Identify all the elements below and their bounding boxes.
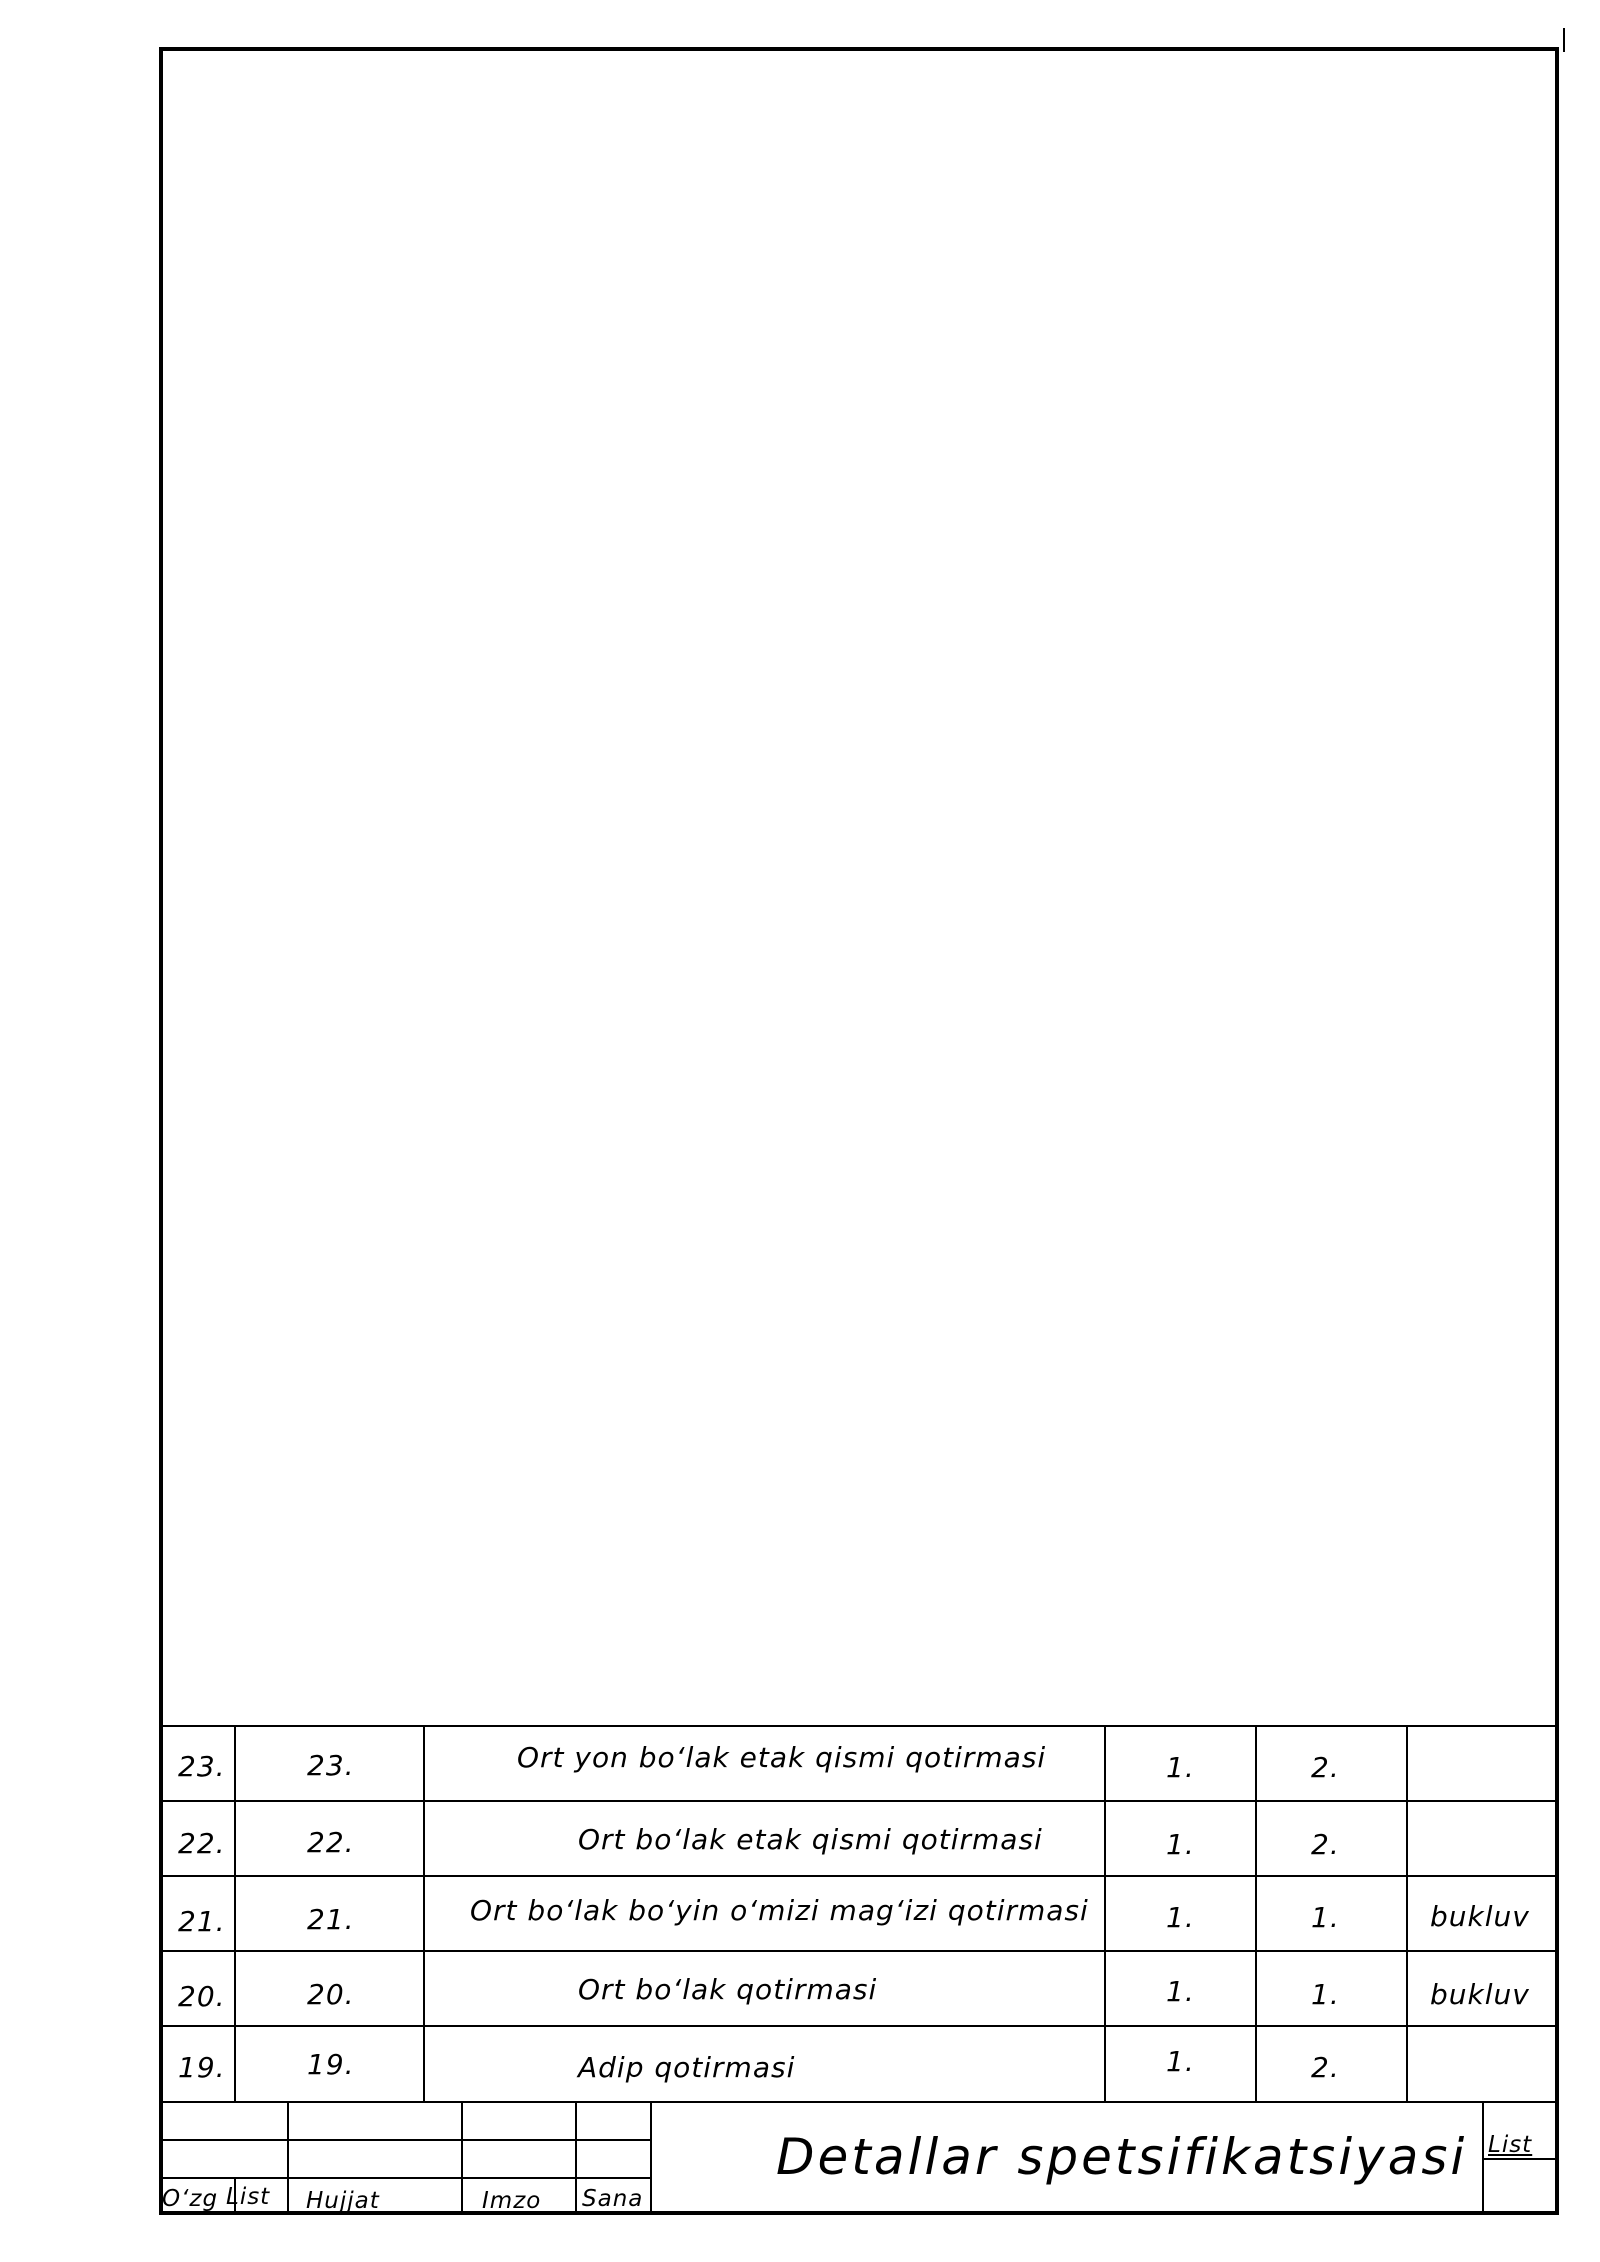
title-block-row-line [159, 2139, 652, 2141]
column-divider [1406, 1725, 1408, 2102]
row-note: bukluv [1430, 1978, 1530, 2011]
title-block-column-line [650, 2101, 652, 2215]
drawing-frame [159, 47, 1559, 2215]
column-divider [1255, 1725, 1257, 2102]
title-block-row-line [159, 2177, 652, 2179]
change-column-label: O‘zg [162, 2186, 219, 2212]
row-position: 23. [178, 1750, 226, 1783]
column-divider [1104, 1725, 1106, 2102]
table-bottom-line [159, 2101, 1559, 2103]
list-column-label: List [226, 2184, 271, 2210]
row-designation: 22. [307, 1826, 355, 1859]
row-count: 1. [1311, 1978, 1340, 2011]
row-divider [159, 1800, 1559, 1802]
row-designation: 20. [307, 1978, 355, 2011]
row-note: bukluv [1430, 1900, 1530, 1933]
title-block-column-line [1482, 2101, 1484, 2215]
row-quantity: 1. [1166, 1975, 1195, 2008]
sheet-cell-line [1483, 2158, 1559, 2160]
row-position: 20. [178, 1980, 226, 2013]
row-quantity: 1. [1166, 1828, 1195, 1861]
row-divider [159, 2025, 1559, 2027]
document-column-label: Hujjat [306, 2188, 380, 2214]
row-count: 2. [1311, 1751, 1340, 1784]
row-name: Ort bo‘lak etak qismi qotirmasi [578, 1823, 1043, 1856]
row-quantity: 1. [1166, 1901, 1195, 1934]
document-title: Detallar spetsifikatsiyasi [776, 2128, 1468, 2186]
row-count: 2. [1311, 1828, 1340, 1861]
row-name: Ort bo‘lak bo‘yin o‘mizi mag‘izi qotirmasi [470, 1894, 1089, 1927]
row-count: 1. [1311, 1901, 1340, 1934]
row-designation: 19. [307, 2048, 355, 2081]
column-divider [234, 1725, 236, 2102]
sheet-label: List [1488, 2132, 1533, 2158]
title-block-column-line [575, 2101, 577, 2215]
title-block-column-line [461, 2101, 463, 2215]
column-divider [423, 1725, 425, 2102]
date-column-label: Sana [582, 2186, 644, 2212]
row-position: 21. [178, 1905, 226, 1938]
row-name: Adip qotirmasi [578, 2051, 796, 2084]
row-count: 2. [1311, 2051, 1340, 2084]
row-divider [159, 1875, 1559, 1877]
row-position: 19. [178, 2051, 226, 2084]
title-block-column-line [287, 2101, 289, 2215]
row-quantity: 1. [1166, 2045, 1195, 2078]
table-top-line [159, 1725, 1559, 1727]
row-quantity: 1. [1166, 1751, 1195, 1784]
row-divider [159, 1950, 1559, 1952]
row-designation: 23. [307, 1749, 355, 1782]
row-designation: 21. [307, 1903, 355, 1936]
signature-column-label: Imzo [482, 2188, 542, 2214]
row-position: 22. [178, 1827, 226, 1860]
row-name: Ort yon bo‘lak etak qismi qotirmasi [517, 1741, 1047, 1774]
row-name: Ort bo‘lak qotirmasi [578, 1973, 878, 2006]
corner-tick-mark [1563, 28, 1565, 52]
